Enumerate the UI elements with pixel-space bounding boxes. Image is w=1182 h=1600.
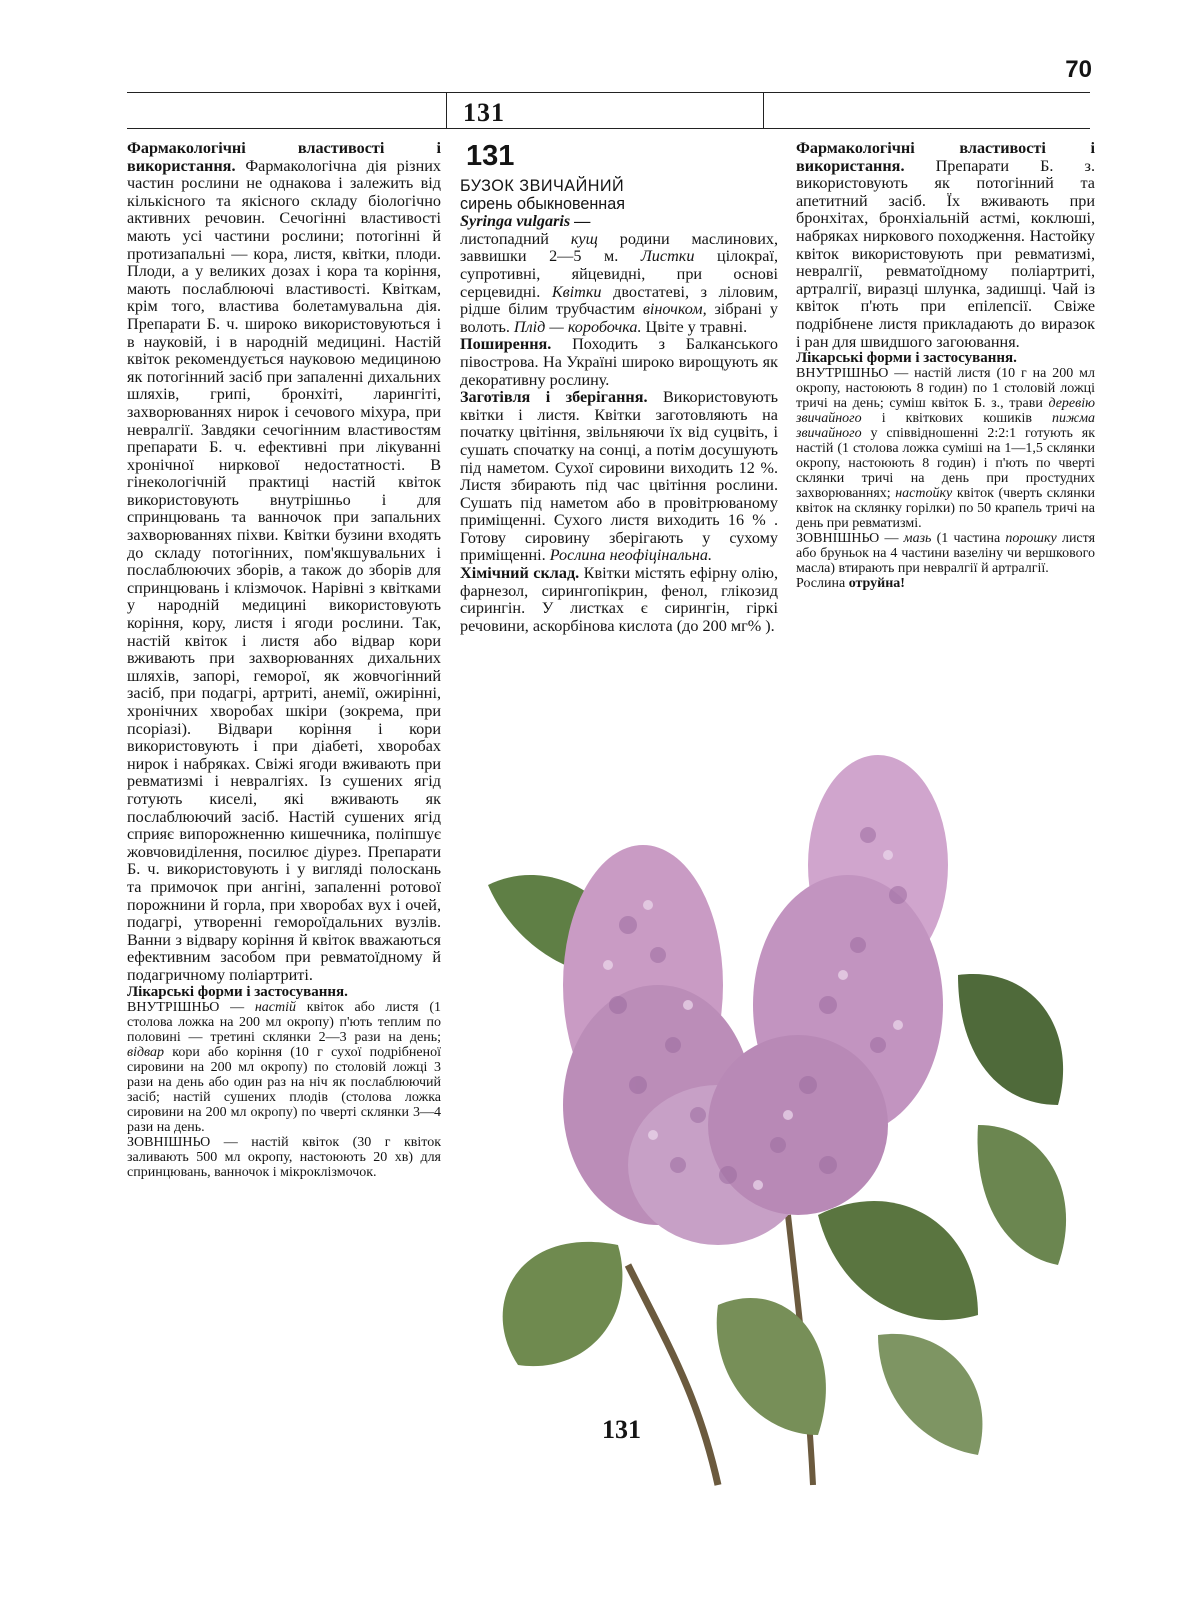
column-middle <box>460 140 778 635</box>
col3-heading: Фармакологічні властивості і використання. <box>796 139 1095 175</box>
desc-text-3: цілокраї, супротивні, яйцевидні, при основі серцевидні. <box>460 247 779 301</box>
col3-poison-warning <box>796 576 1095 591</box>
desc-term-lystky: Листки <box>640 247 695 266</box>
spread-section <box>460 336 778 389</box>
col1-inner-label: ВНУТРІШНЬО — <box>127 999 245 1015</box>
figure-label: 131 <box>602 1415 641 1444</box>
desc-term-kushch: кущ <box>570 229 598 248</box>
poison-label: Рослина <box>796 576 846 592</box>
col1-text <box>127 140 441 985</box>
col3-term-pyzhma: пижма звичайного <box>796 411 1096 442</box>
harvest-section <box>460 389 778 565</box>
col3-term-poroshku: порошку <box>1005 531 1057 547</box>
col3-inner-text-3: у співвідношенні 2:2:1 готують як настій (1 столова ложка суміші на 1—1,5 склянки окропу, настоюють 8 годин) і п'ють по чверті склянки тричі на день при простудних захворюваннях; <box>796 426 1096 502</box>
plant-description <box>460 231 778 337</box>
stem <box>628 1265 718 1485</box>
col1-outer-use: ЗОВНІШНЬО — настій квіток (30 г квіток заливають 500 мл окропу, настоюють 20 хв) для спринцювань, ванночок і мікроклізмочок. <box>127 1134 441 1180</box>
leaf <box>978 1125 1067 1265</box>
harvest-heading: Заготівля і зберігання. <box>460 388 648 407</box>
col3-outer-text-2: (1 частина <box>936 531 1001 547</box>
col3-outer-text-3: листя або бруньок на 4 частини вазеліну чи вершкового масла) втирають при невралгії й артралгії. <box>796 531 1096 577</box>
chem-section <box>460 565 778 635</box>
chem-heading: Хімічний склад. <box>460 564 580 583</box>
top-rule <box>127 92 1090 93</box>
col3-inner-text-2: і квіткових кошиків <box>881 411 1032 427</box>
spread-text: Походить з Балканського півострова. На Україні широко вирощують як декоративну рослину. <box>460 335 779 389</box>
col3-term-derevij: деревію звичайного <box>796 396 1095 427</box>
col1-inner-use <box>127 1000 441 1135</box>
desc-term-kvitky: Квітки <box>551 282 602 301</box>
col1-inner-text-1: квіток або листя (1 столова ложка на 200 мл окропу) п'ють теплим по половині — третині склянки 2—3 рази на день; <box>127 999 441 1045</box>
leaf <box>818 1201 978 1320</box>
header-rule <box>127 128 1090 129</box>
desc-term-plid: Плід — коробочка. <box>513 317 642 336</box>
page-number: 70 <box>1065 56 1092 83</box>
col1-forms-heading: Лікарські форми і застосування. <box>127 983 348 1000</box>
col3-forms-heading: Лікарські форми і застосування. <box>796 350 1017 367</box>
flower-cluster <box>708 1035 888 1215</box>
harvest-note: Рослина неофіцінальна. <box>549 546 713 565</box>
spread-heading: Поширення. <box>460 335 552 354</box>
plant-name-latin: Syringa vulgaris — <box>460 212 591 231</box>
chem-text: Квітки містять ефірну олію, фарнезол, сирингопікрин, фенол, глікозид сирингін. У листках є сирингін, гіркі речовини, аскорбінова кислота (до 200 мг% ). <box>460 564 779 635</box>
col3-outer-label: ЗОВНІШНЬО — <box>796 531 899 547</box>
col3-term-maz: мазь <box>903 531 932 547</box>
desc-term-vinochok: віночком, <box>642 300 707 319</box>
col3-inner-use <box>796 366 1095 531</box>
plant-name-ua: БУЗОК ЗВИЧАЙНИЙ <box>460 177 625 195</box>
col1-body: Фармакологічна дія різних частин рослини не однакова і залежить від кількісного та якісного складу біологічно активних речовин. Сечогінні властивості мають усі частини рослини; потогінні й протизапальні — кора, листя, квітки, плоди. Плоди, а у великих дозах і кора та коріння, мають послаблюючі властивості. Квіткам, крім того, властива болетамувальна дія. Препарати Б. ч. широко використовуються і в науковій, і в народній медицині. Настій квіток рекомендується науковою медициною як потогінний засіб при запаленні дихальних шляхів, грипі, бронхіті, ларингіті, захворюваннях нирок і сечового міхура, при невралгії. Завдяки сечогінним властивостям препарати Б. ч. ефективні при лікуванні хронічної ниркової недостатності. В гінекологічній практиці настій квіток використовують внутрішньо і для спринцювань та ванночок при запальних захворюваннях піхви. Квітки бузини входять до складу потогінних, пом'якшувальних і послаблюючих зборів, а також до зборів для спринцювань і клізмочок. Нарівні з квітками у народній медицині використовують коріння, кору, листя і ягоди рослини. Так, настій квіток і листя або відвар кори вживають при захворюваннях дихальних шляхів, запорі, геморої, як жовчогінний засіб, при подагрі, артриті, анемії, ожирінні, хронічних хворобах шкіри (зокрема, при псоріазі). Відвари коріння і кори використовують і при діабеті, хворобах нирок і набряках. Свіжі ягоди вживають при ревматизмі і невралгіях. Із сушених ягід готують киселі, які вживають як послаблюючий засіб. Настій сушених ягід сприяє випорожненню кишечника, поліпшує жовчовиділення, посилює діурез. Препарати Б. ч. використовують і у вигляді полоскань та примочок при ангіні, запаленні ротової порожнини й горла, при хворобах вух і очей, подагрі, утворенні гемороїдальних вузлів. Ванни з відвару коріння й квіток вважаються ефективним засобом при ревматоїдному й подагричному поліартриті. <box>127 156 442 984</box>
desc-text-4: двостатеві, з ліловим, рідше білим трубчастим <box>460 282 779 319</box>
col3-text <box>796 140 1095 351</box>
col3-inner-text-4: квіток (чверть склянки квіток на склянку горілки) по 50 крапель тричі на день при ревматизмі. <box>796 486 1095 532</box>
header-divider-left <box>446 92 447 128</box>
header-divider-right <box>763 92 764 128</box>
desc-text-5: зібрані у волоть. <box>460 300 778 336</box>
col3-body: Препарати Б. з. використовують як потогінний та апетитний засіб. Їх вживають при бронхітах, бронхіальній астмі, коклюші, набряках ниркового походження. Настойку квіток використовують при ревматизмі, невралгії, ревматоїдному поліартриті, артралгії, виразці шлунка, задишці. Чай із квіток п'ють при епілепсії. Свіже подрібнене листя прикладають до виразок і ран для швидшого загоювання. <box>796 156 1096 351</box>
article-number: 131 <box>466 140 515 172</box>
leaf <box>717 1298 826 1435</box>
leaf <box>503 1242 623 1366</box>
header-article-number: 131 <box>463 98 505 127</box>
harvest-text: Використовують квітки і листя. Квітки заготовляють на початку цвітіння, звільняючи їх від суцвіть, і сушать спочатку на сонці, а потім досушують під наметом. Сухої сировини виходить 12 %. Листя збирають під час цвітіння рослини. Сушать під наметом або в провітрюваному приміщенні. Сухого листя виходить 16 % . Готову сировину зберігають у сухому приміщенні. <box>460 388 778 565</box>
leaf <box>958 974 1063 1105</box>
col1-inner-term-2: відвар <box>127 1044 165 1060</box>
desc-text-6: Цвіте у травні. <box>645 317 748 336</box>
column-right <box>796 140 1095 591</box>
col3-term-nastoyka: настойку <box>895 486 953 502</box>
leaf <box>878 1334 982 1455</box>
col3-inner-text-1: ВНУТРІШНЬО — настій листя (10 г на 200 мл окропу, настоюють 8 годин) по 1 столовій ложці тричі на день; суміш квіток Б. з., трави <box>796 366 1095 412</box>
column-left <box>127 140 441 1180</box>
col3-outer-use <box>796 531 1095 576</box>
desc-text-2: родини маслинових, заввишки 2—5 м. <box>460 229 778 266</box>
lilac-illustration <box>458 745 1088 1490</box>
col1-heading: Фармакологічні властивості і використання. <box>127 139 441 175</box>
desc-text-1: листопадний <box>460 229 549 248</box>
col1-inner-text-2: кори або коріння (10 г сухої подрібненої сировини на 200 мл окропу) по столовій ложці 3 рази на день або один раз на ніч як послаблюючий засіб; настій сушених плодів (столова ложка сировини на 200 мл окропу) по чверті склянки 3—4 рази на день. <box>127 1044 441 1135</box>
col1-inner-term-1: настій <box>254 999 297 1015</box>
poison-word: отруйна! <box>848 576 905 592</box>
plant-name-ru: сирень обыкновенная <box>460 194 626 213</box>
